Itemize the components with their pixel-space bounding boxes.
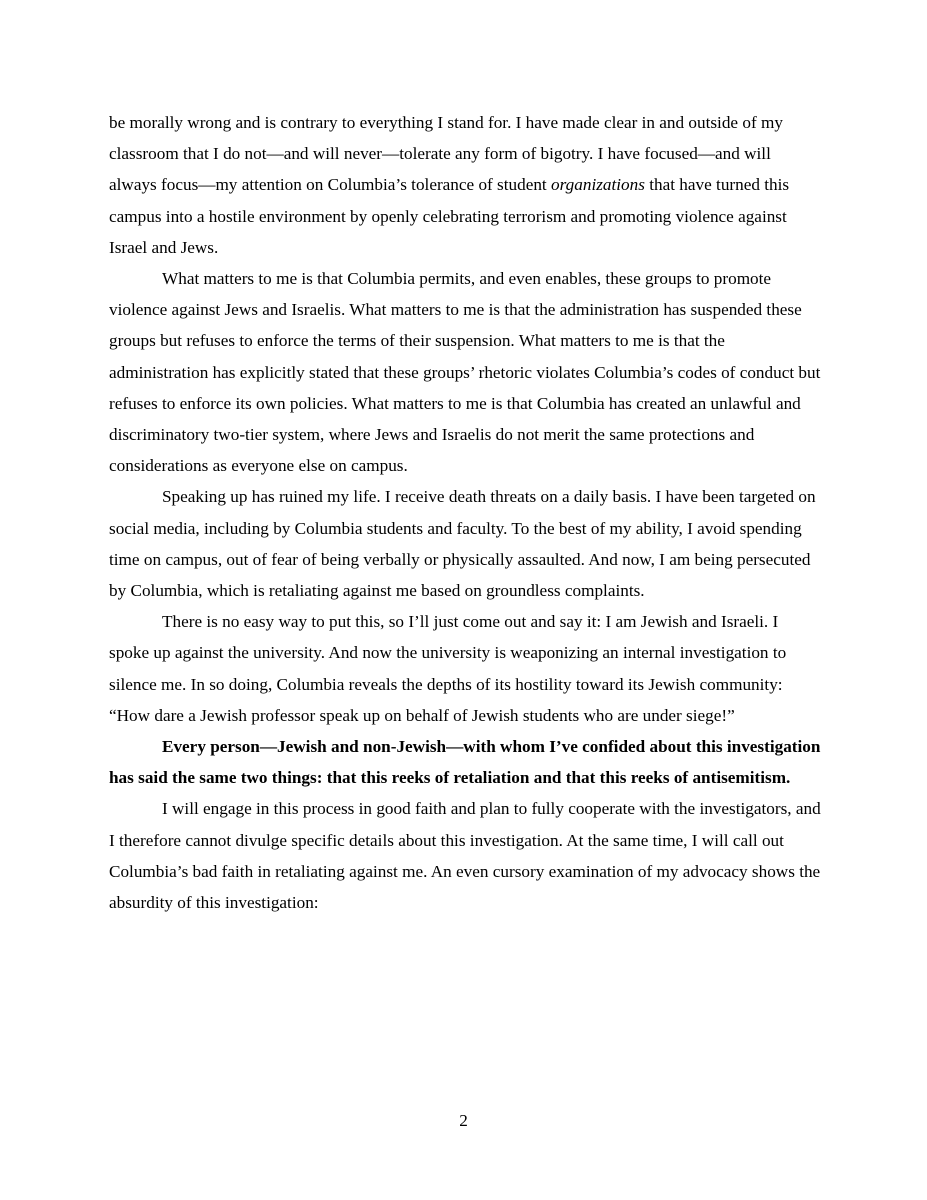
emphasized-word: organizations (551, 175, 645, 195)
paragraph-speaking-up: Speaking up has ruined my life. I receive death threats on a daily basis. I have been targeted on social media, including by Columbia students and faculty. To the best of my ability, I avoid spending time on campus, out of fear of being verbally or physically assaulted. And now, I am being persecuted by Columbia, which is retaliating against me based on groundless complaints. (109, 487, 816, 601)
paragraph-bold-statement: Every person—Jewish and non-Jewish—with whom I’ve confided about this investigation has said the same two things: that this reeks of retaliation and that this reeks of antisemitism. (109, 737, 821, 788)
paragraph-what-matters: What matters to me is that Columbia permits, and even enables, these groups to promote violence against Jews and Israelis. What matters to me is that the administration has suspended these groups but refuses to enforce the terms of their suspension. What matters to me is that the administration has explicitly stated that these groups’ rhetoric violates Columbia’s codes of conduct but refuses to enforce its own policies. What matters to me is that Columbia has created an unlawful and discriminatory two-tier system, where Jews and Israelis do not merit the same protections and considerations as everyone else on campus. (109, 269, 821, 476)
paragraph-text-end: that have turned this campus into a hostile environment by openly celebrating terrorism and promoting violence against Israel and Jews. (109, 175, 790, 257)
page-number: 2 (459, 1111, 468, 1130)
paragraph-text-start: be morally wrong and is contrary to everything I stand for. I have made clear in and outside of my classroom that I do not—and will never—tolerate any form of bigotry. I have focused—and will always focus—my attention on Columbia’s tolerance of student (109, 113, 783, 195)
document-body (109, 107, 821, 918)
paragraph-good-faith: I will engage in this process in good faith and plan to fully cooperate with the investigators, and I therefore cannot divulge specific details about this investigation. At the same time, I will call out Columbia’s bad faith in retaliating against me. An even cursory examination of my advocacy shows the absurdity of this investigation: (109, 799, 821, 913)
paragraph-continuation (109, 107, 821, 263)
paragraph-jewish-and-israeli: There is no easy way to put this, so I’ll just come out and say it: I am Jewish and Israeli. I spoke up against the university. And now the university is weaponizing an internal investigation to silence me. In so doing, Columbia reveals the depths of its hostility toward its Jewish community: “How dare a Jewish professor speak up on behalf of Jewish students who are under siege!” (109, 612, 787, 725)
